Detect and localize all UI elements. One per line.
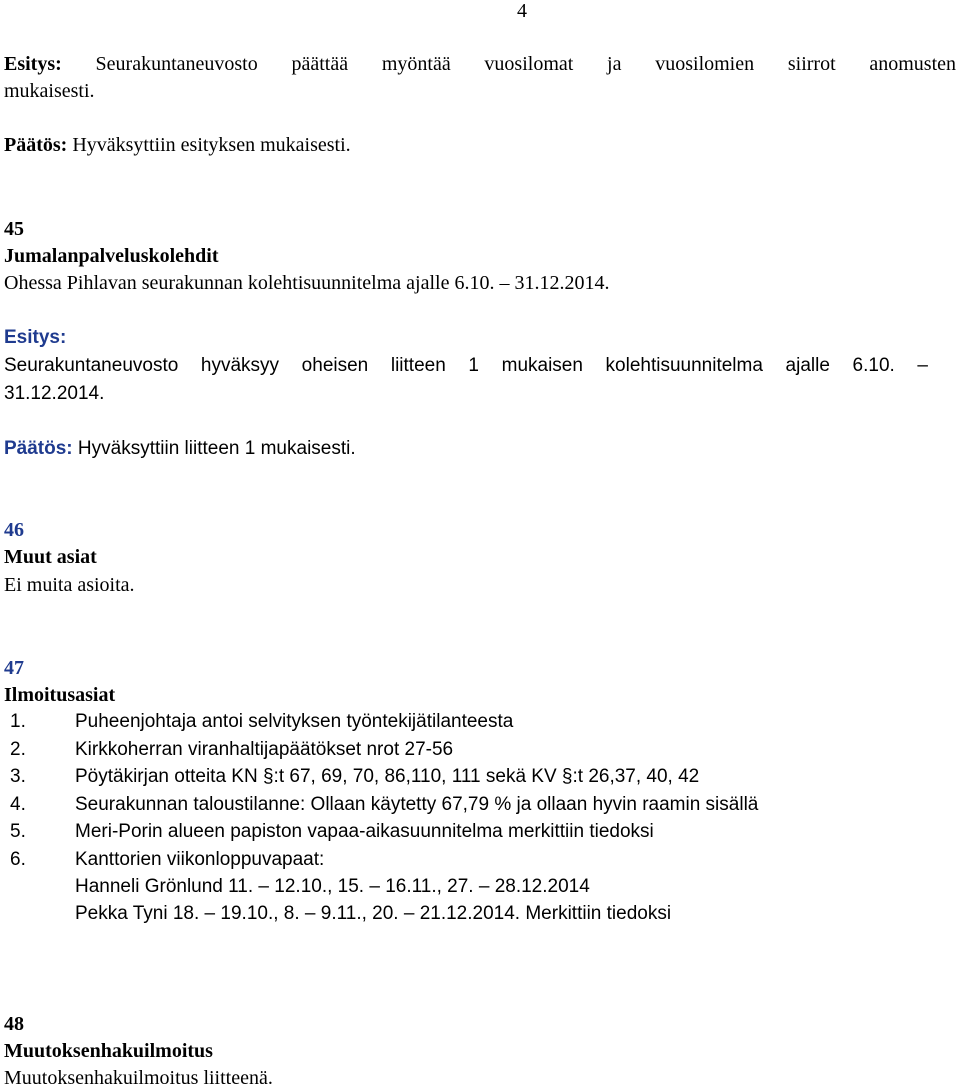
section-45-proposal-label: Esitys: <box>4 327 67 348</box>
section-48-title: Muutoksenhakuilmoitus <box>4 1040 213 1062</box>
top-proposal-line2: mukaisesti. <box>4 80 95 102</box>
list-item-number: 1. <box>10 711 26 732</box>
section-47-number: 47 <box>4 657 24 679</box>
list-item-number: 6. <box>10 848 26 870</box>
section-47-title: Ilmoitusasiat <box>4 684 116 706</box>
list-item-text: Puheenjohtaja antoi selvityksen työntekijätilanteesta <box>75 711 514 732</box>
holiday-line-pekka: Pekka Tyni 18. – 19.10., 8. – 9.11., 20. – 21.12.2014. Merkittiin tiedoksi <box>75 903 672 924</box>
top-decision <box>4 132 351 159</box>
section-46-title: Muut asiat <box>4 546 97 568</box>
list-item-number: 2. <box>10 738 26 760</box>
section-45-intro: Ohessa Pihlavan seurakunnan kolehtisuunnitelma ajalle 6.10. – 31.12.2014. <box>4 272 610 294</box>
top-proposal-line1 <box>4 51 956 78</box>
list-item-number: 3. <box>10 766 26 787</box>
section-46-number: 46 <box>4 519 24 541</box>
section-48-number: 48 <box>4 1013 24 1035</box>
list-item-number: 5. <box>10 821 26 842</box>
section-46-text: Ei muita asioita. <box>4 574 135 596</box>
list-item-number: 4. <box>10 793 26 815</box>
section-48-text: Muutoksenhakuilmoitus liitteenä. <box>4 1067 273 1089</box>
proposal-label: Esitys: <box>4 53 62 75</box>
section-45-proposal-line2: 31.12.2014. <box>4 383 105 404</box>
list-item-text: Pöytäkirjan otteita KN §:t 67, 69, 70, 86,110, 111 sekä KV §:t 26,37, 40, 42 <box>75 766 700 787</box>
holiday-line-hanneli: Hanneli Grönlund 11. – 12.10., 15. – 16.11., 27. – 28.12.2014 <box>75 876 590 897</box>
list-item-text: Kirkkoherran viranhaltijapäätökset nrot 27-56 <box>75 738 454 760</box>
decision-text: Hyväksyttiin liitteen 1 mukaisesti. <box>77 438 356 459</box>
section-45-title: Jumalanpalveluskolehdit <box>4 245 219 267</box>
decision-text: Hyväksyttiin esityksen mukaisesti. <box>72 134 351 156</box>
list-item-text: Kanttorien viikonloppuvapaat: <box>75 848 325 870</box>
section-45-proposal-line1: Seurakuntaneuvosto hyväksyy oheisen liitteen 1 mukaisen kolehtisuunnitelma ajalle 6.10. – <box>4 355 928 376</box>
list-item-text: Meri-Porin alueen papiston vapaa-aikasuunnitelma merkittiin tiedoksi <box>75 821 654 842</box>
decision-label: Päätös: <box>4 438 73 459</box>
page-number: 4 <box>517 0 527 22</box>
proposal-text: Seurakuntaneuvosto päättää myöntää vuosilomat ja vuosilomien siirrot anomusten <box>95 53 957 75</box>
section-45-number: 45 <box>4 218 24 240</box>
section-45-decision <box>4 435 356 462</box>
decision-label: Päätös: <box>4 134 68 156</box>
list-item-text: Seurakunnan taloustilanne: Ollaan käytetty 67,79 % ja ollaan hyvin raamin sisällä <box>75 793 759 815</box>
